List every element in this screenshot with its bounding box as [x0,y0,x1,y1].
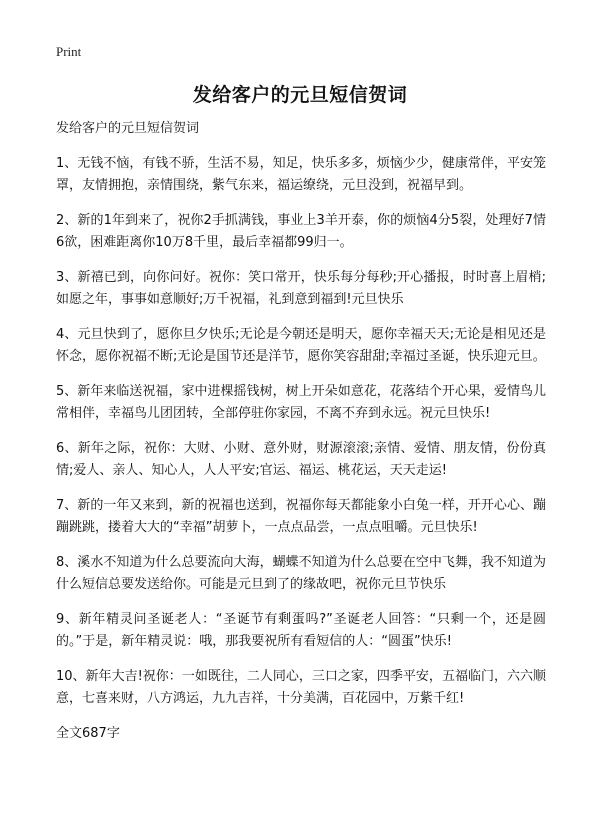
paragraph-2: 2、新的1年到来了，祝你2手抓满钱，事业上3羊开泰，你的烦恼4分5裂，处理好7情6欲，困难距离你10万8千里，最后幸福都99归一。 [56,213,546,250]
paragraph-1: 1、无钱不恼，有钱不骄，生活不易，知足，快乐多多，烦恼少少，健康常伴，平安笼罩，友情拥抱，亲情围绕，紫气东来，福运缭绕，元旦没到，祝福早到。 [56,156,546,193]
word-count: 全文687字 [56,726,120,741]
print-link[interactable]: Print [56,44,82,59]
paragraph-5: 5、新年来临送祝福，家中进棵摇钱树，树上开朵如意花，花落结个开心果，爱情鸟儿常相伴，幸福鸟儿团团转，全部停驻你家园，不离不弃到永远。祝元旦快乐! [56,384,546,421]
page-title: 发给客户的元旦短信贺词 [192,84,408,106]
document-body [56,118,546,745]
paragraph-4: 4、元旦快到了，愿你旦夕快乐;无论是今朝还是明天，愿你幸福天天;无论是相见还是怀念，愿你祝福不断;无论是国节还是洋节，愿你笑容甜甜;幸福过圣诞，快乐迎元旦。 [56,327,546,364]
paragraph-3: 3、新禧已到，向你问好。祝你：笑口常开，快乐每分每秒;开心播报，时时喜上眉梢;如愿之年，事事如意顺好;万千祝福，礼到意到福到!元旦快乐 [56,270,546,307]
paragraph-9: 9、新年精灵问圣诞老人：“圣诞节有剩蛋吗?”圣诞老人回答：“只剩一个，还是圆的。”于是，新年精灵说：哦，那我要祝所有看短信的人：“圆蛋”快乐! [56,612,546,649]
paragraph-8: 8、溪水不知道为什么总要流向大海，蝴蝶不知道为什么总要在空中飞舞，我不知道为什么短信总要发送给你。可能是元旦到了的缘故吧，祝你元旦节快乐 [56,555,546,592]
paragraph-7: 7、新的一年又来到，新的祝福也送到，祝福你每天都能象小白兔一样，开开心心、蹦蹦跳跳，搂着大大的“幸福”胡萝卜，一点点品尝，一点点咀嚼。元旦快乐! [56,498,546,535]
paragraph-10: 10、新年大吉!祝你：一如既往，二人同心，三口之家，四季平安，五福临门，六六顺意，七喜来财，八方鸿运，九九吉祥，十分美满，百花园中，万紫千红! [56,669,546,706]
document-subtitle: 发给客户的元旦短信贺词 [56,121,200,136]
paragraph-6: 6、新年之际，祝你：大财、小财、意外财，财源滚滚;亲情、爱情、朋友情，份份真情;爱人、亲人、知心人，人人平安;官运、福运、桃花运，天天走运! [56,441,546,478]
